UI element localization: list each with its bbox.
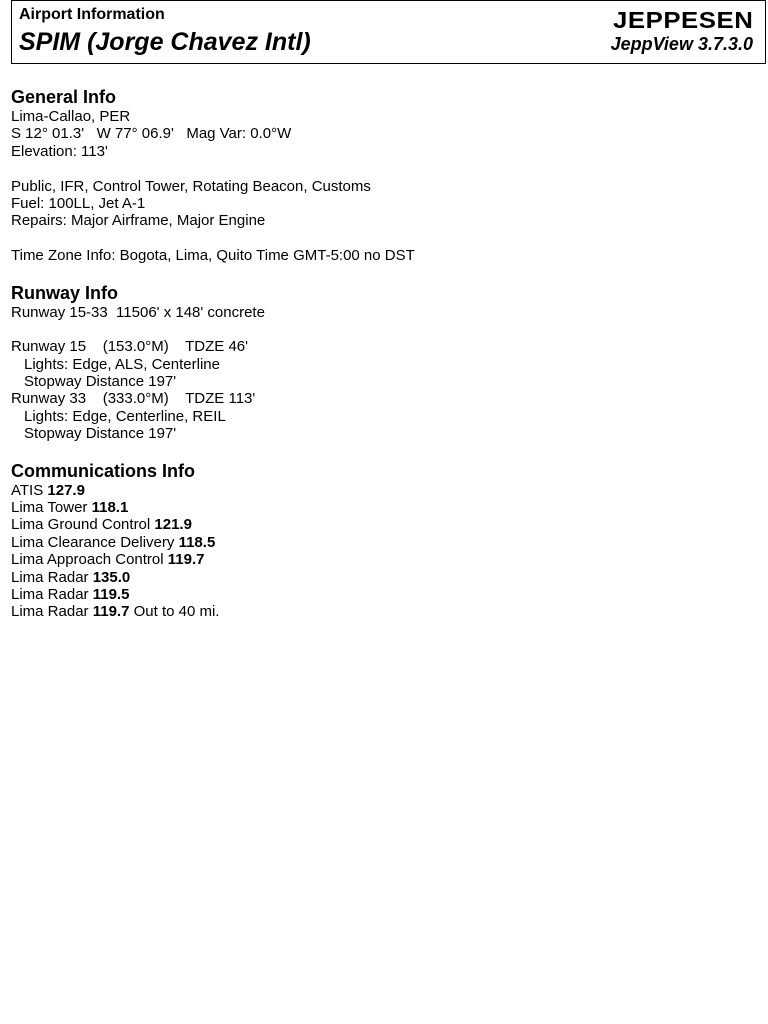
frequency-row: [11, 534, 756, 551]
frequency: 121.9: [154, 516, 192, 534]
frequency-row: [11, 586, 756, 603]
location: Lima-Callao, PER: [11, 108, 131, 125]
airport-title: SPIM (Jorge Chavez Intl): [19, 28, 311, 56]
frequency-row: [11, 603, 756, 620]
facility-name: Lima Radar: [11, 568, 89, 586]
frequency-note: Out to 40 mi.: [133, 603, 220, 621]
jeppesen-logo: JEPPESEN: [612, 7, 753, 33]
facility-name: Lima Tower: [11, 499, 88, 517]
frequency-row: [11, 551, 756, 568]
elevation: Elevation: 113': [11, 142, 108, 160]
frequency: 127.9: [47, 481, 85, 499]
facility-name: ATIS: [11, 481, 44, 499]
coordinates: S 12° 01.3' W 77° 06.9' Mag Var: 0.0°W: [11, 125, 292, 143]
section-heading-general: General Info: [11, 87, 117, 107]
frequency: 118.5: [178, 533, 216, 551]
spacer: [11, 230, 756, 247]
frequency: 119.5: [92, 585, 130, 603]
report-subtitle: Airport Information: [19, 6, 165, 23]
facility-name: Lima Clearance Delivery: [11, 533, 175, 551]
spacer: [11, 443, 756, 460]
repairs: Repairs: Major Airframe, Major Engine: [11, 212, 266, 230]
spacer: [11, 265, 756, 282]
spacer: [11, 160, 756, 177]
runway-info-section: [11, 282, 756, 443]
runway-end-stopway: Stopway Distance 197': [24, 425, 177, 443]
frequency: 119.7: [167, 551, 205, 569]
fuel: Fuel: 100LL, Jet A-1: [11, 194, 146, 212]
frequency: 135.0: [92, 568, 131, 586]
frequency-row: [11, 499, 756, 516]
runway-end-lights: Lights: Edge, ALS, Centerline: [24, 355, 220, 373]
facility-name: Lima Approach Control: [11, 551, 164, 569]
section-heading-communications: Communications Info: [11, 460, 195, 481]
app-version: JeppView 3.7.3.0: [610, 34, 753, 54]
time-zone: Time Zone Info: Bogota, Lima, Quito Time GMT-5:00 no DST: [11, 247, 415, 265]
frequency: 118.1: [91, 499, 129, 517]
facility-name: Lima Radar: [11, 603, 89, 621]
runway-end-title: Runway 33 (333.0°M) TDZE 113': [11, 390, 256, 408]
frequency: 119.7: [92, 603, 130, 621]
spacer: [11, 321, 756, 338]
section-heading-runway: Runway Info: [11, 282, 118, 303]
runway-summary: Runway 15-33 11506' x 148' concrete: [11, 303, 265, 321]
runway-end-stopway: Stopway Distance 197': [24, 373, 177, 391]
facility-name: Lima Ground Control: [11, 516, 151, 534]
communications-info-section: [11, 460, 756, 621]
report-header: [11, 0, 766, 64]
frequency-row: [11, 482, 756, 499]
report-body: [11, 86, 756, 621]
facility-name: Lima Radar: [11, 585, 89, 603]
services: Public, IFR, Control Tower, Rotating Beacon, Customs: [11, 177, 371, 195]
runway-end-title: Runway 15 (153.0°M) TDZE 46': [11, 338, 249, 356]
frequency-row: [11, 569, 756, 586]
runway-end-lights: Lights: Edge, Centerline, REIL: [24, 407, 226, 425]
general-info-section: [11, 86, 756, 265]
frequency-row: [11, 516, 756, 533]
